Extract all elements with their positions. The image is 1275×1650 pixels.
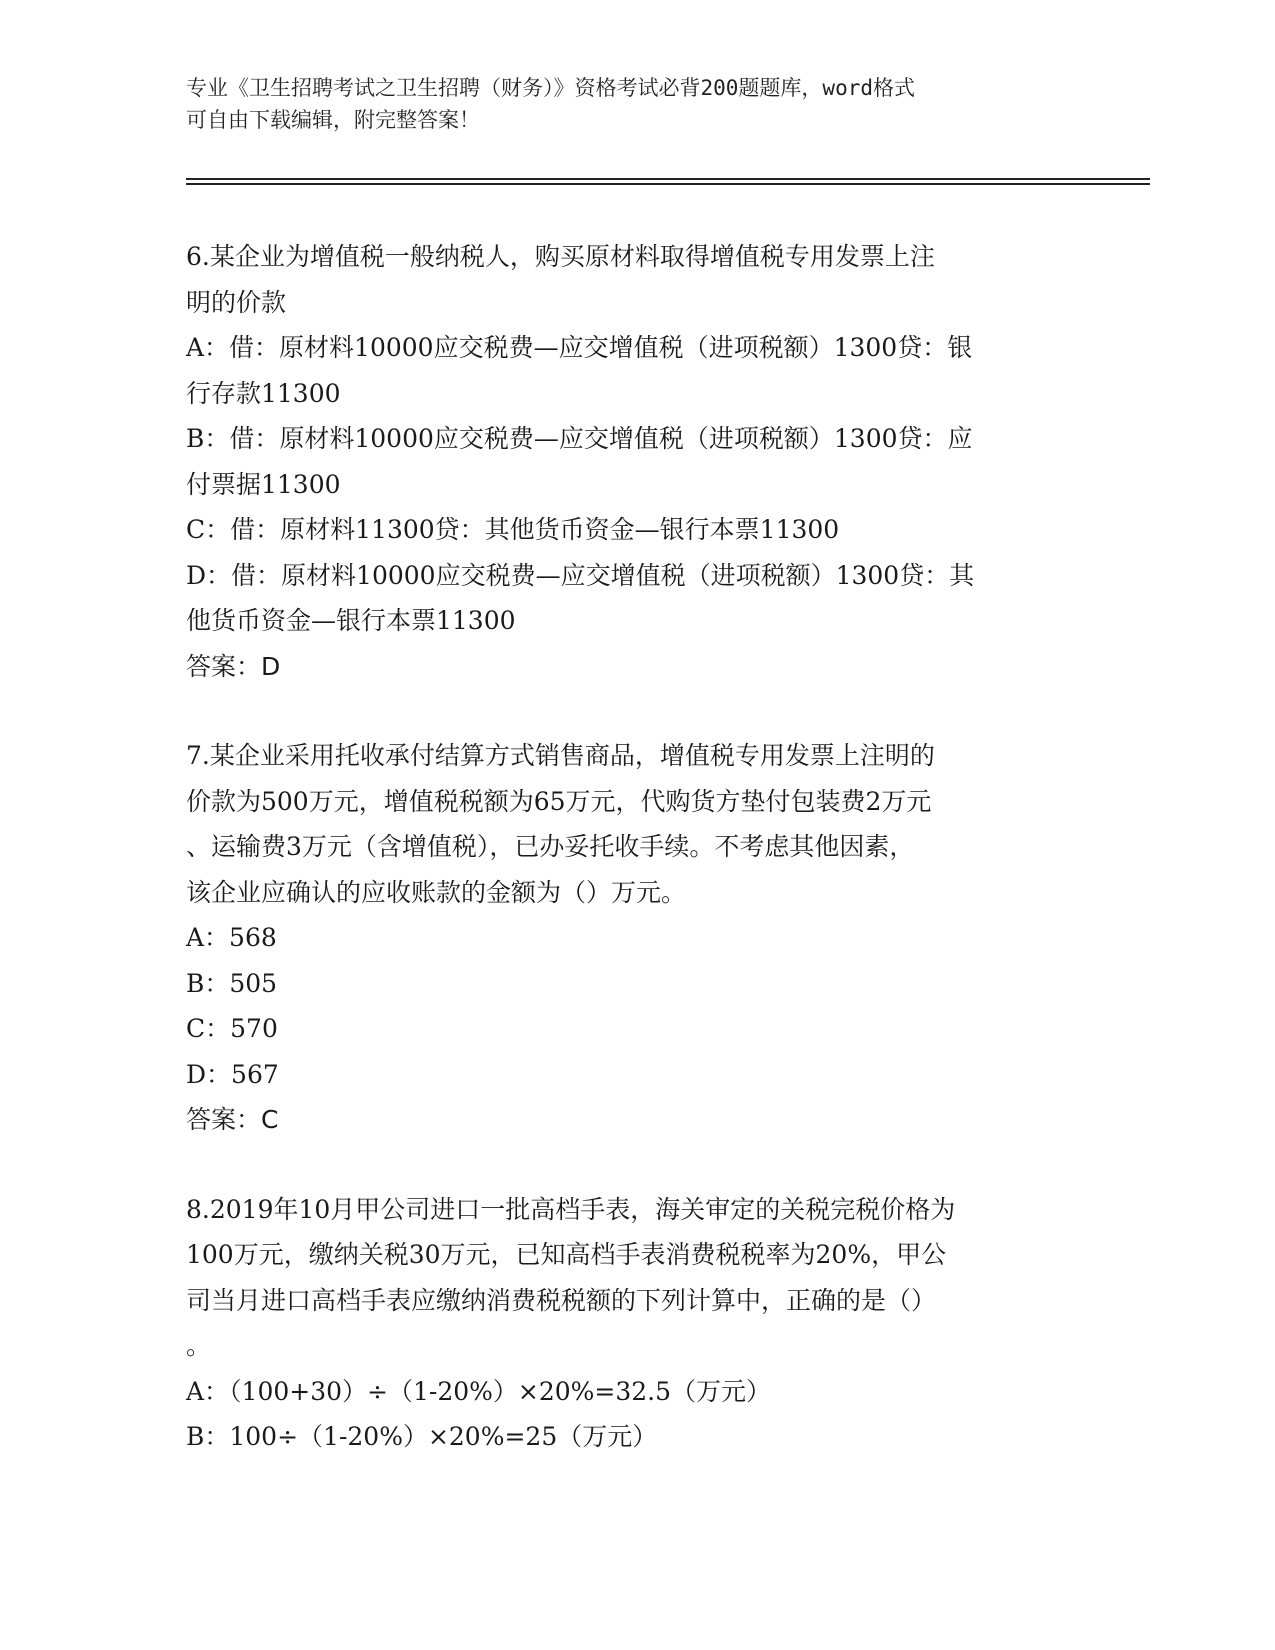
- option-a: 行存款11300: [186, 378, 341, 408]
- header-line: 专业《卫生招聘考试之卫生招聘（财务）》资格考试必背200题题库，word格式: [186, 76, 915, 100]
- header-divider: [186, 178, 1150, 180]
- option-b: 付票据11300: [186, 469, 341, 499]
- question-stem: 6.某企业为增值税一般纳税人，购买原材料取得增值税专用发票上注: [186, 242, 935, 271]
- question-stem: 8.2019年10月甲公司进口一批高档手表，海关审定的关税完税价格为: [186, 1194, 956, 1224]
- question-list: [186, 234, 1086, 1460]
- option-a: A：借：原材料10000应交税费—应交增值税（进项税额）1300贷：银: [186, 333, 973, 362]
- document-header: [186, 72, 1066, 136]
- question-stem: 100万元，缴纳关税30万元，已知高档手表消费税税率为20%，甲公: [186, 1240, 947, 1269]
- option-d: 他货币资金—银行本票11300: [186, 606, 516, 635]
- header-divider: [186, 183, 1150, 185]
- answer-label: 答案：D: [186, 651, 281, 681]
- question-stem: 。: [186, 1331, 212, 1360]
- question-stem: 7.某企业采用托收承付结算方式销售商品，增值税专用发票上注明的: [186, 741, 935, 770]
- question-7: [186, 733, 1086, 1143]
- question-stem: 、运输费3万元（含增值税），已办妥托收手续。不考虑其他因素，: [186, 832, 915, 861]
- option-b: B：100÷（1-20%）×20%=25（万元）: [186, 1422, 658, 1451]
- option-d: D：567: [186, 1059, 279, 1089]
- option-c: C：借：原材料11300贷：其他货币资金—银行本票11300: [186, 515, 840, 544]
- option-b: B：借：原材料10000应交税费—应交增值税（进项税额）1300贷：应: [186, 424, 973, 453]
- header-line: 可自由下载编辑，附完整答案！: [186, 108, 480, 132]
- option-b: B：505: [186, 968, 278, 998]
- question-stem: 明的价款: [186, 287, 287, 317]
- option-c: C：570: [186, 1014, 278, 1043]
- question-stem: 司当月进口高档手表应缴纳消费税税额的下列计算中，正确的是（）: [186, 1285, 937, 1315]
- question-stem: 该企业应确认的应收账款的金额为（）万元。: [186, 877, 687, 907]
- question-stem: 价款为500万元，增值税税额为65万元，代购货方垫付包装费2万元: [186, 786, 932, 816]
- option-a: A：568: [186, 923, 277, 952]
- question-6: [186, 234, 1086, 689]
- answer-label: 答案：C: [186, 1105, 279, 1134]
- option-d: D：借：原材料10000应交税费—应交增值税（进项税额）1300贷：其: [186, 560, 975, 590]
- question-8: [186, 1187, 1086, 1460]
- option-a: A：（100+30）÷（1-20%）×20%=32.5（万元）: [186, 1376, 772, 1406]
